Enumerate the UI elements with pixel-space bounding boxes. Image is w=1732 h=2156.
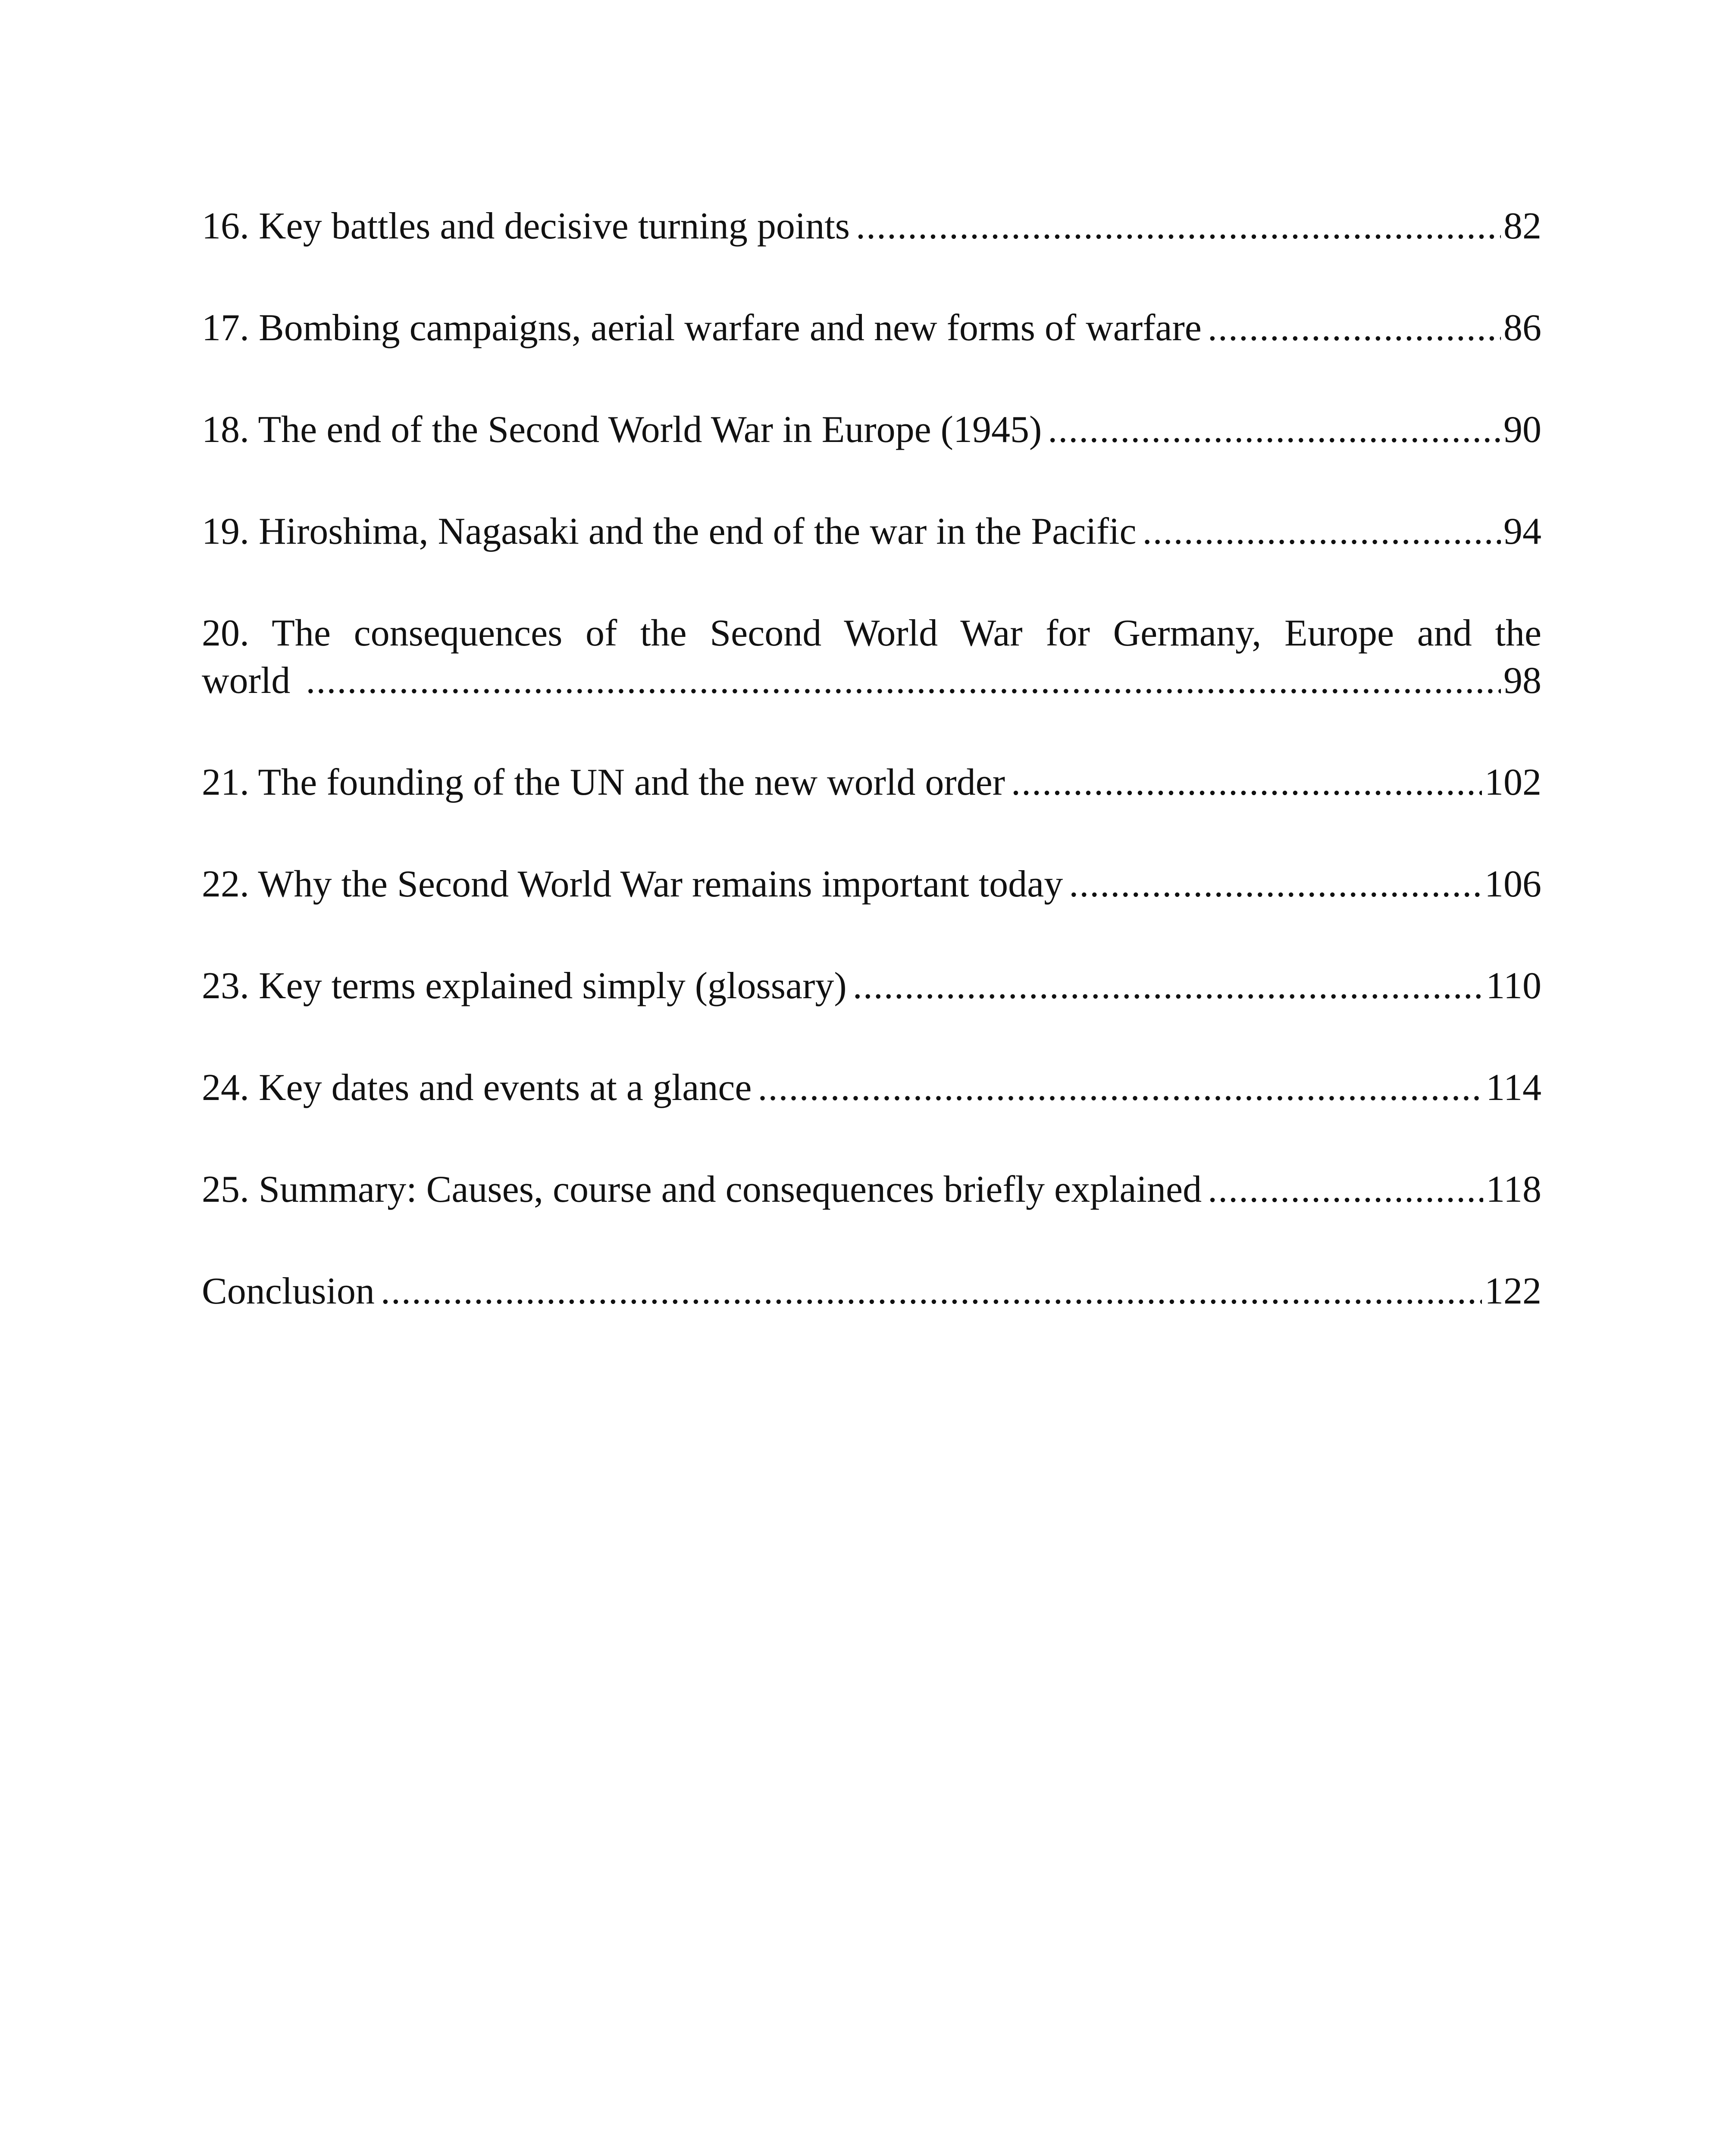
toc-entry-title: 18. The end of the Second World War in Europe (1945) bbox=[202, 409, 1042, 451]
toc-entry-20[interactable] bbox=[202, 610, 1541, 705]
toc-entry-title: 24. Key dates and events at a glance bbox=[202, 1067, 752, 1109]
dot-leader bbox=[856, 203, 1501, 250]
toc-entry-25[interactable] bbox=[202, 1166, 1541, 1213]
toc-entry-21[interactable] bbox=[202, 759, 1541, 806]
toc-entry-page: 114 bbox=[1486, 1067, 1541, 1109]
toc-entry-22[interactable] bbox=[202, 861, 1541, 908]
dot-leader bbox=[1048, 406, 1501, 454]
toc-entry-16[interactable] bbox=[202, 203, 1541, 250]
table-of-contents bbox=[202, 203, 1541, 1369]
toc-entry-page: 82 bbox=[1503, 205, 1541, 247]
toc-entry-page: 122 bbox=[1485, 1270, 1541, 1312]
dot-leader bbox=[1208, 1166, 1483, 1213]
dot-leader bbox=[1069, 861, 1482, 908]
toc-entry-title: 25. Summary: Causes, course and consequences briefly explained bbox=[202, 1169, 1202, 1210]
dot-leader bbox=[381, 1268, 1482, 1315]
toc-entry-18[interactable] bbox=[202, 406, 1541, 454]
toc-entry-title: 16. Key battles and decisive turning points bbox=[202, 205, 850, 247]
toc-entry-title: 22. Why the Second World War remains important today bbox=[202, 863, 1063, 905]
toc-entry-title-line2: world bbox=[202, 660, 291, 702]
dot-leader bbox=[306, 657, 1501, 705]
toc-entry-title: Conclusion bbox=[202, 1270, 375, 1312]
toc-entry-24[interactable] bbox=[202, 1064, 1541, 1112]
toc-entry-title: 21. The founding of the UN and the new world order bbox=[202, 761, 1005, 803]
toc-entry-title: 19. Hiroshima, Nagasaki and the end of the war in the Pacific bbox=[202, 511, 1137, 552]
toc-entry-title-line1: 20. The consequences of the Second World War for Germany, Europe and the bbox=[202, 612, 1541, 654]
toc-entry-line2 bbox=[202, 657, 1541, 705]
toc-entry-conclusion[interactable] bbox=[202, 1268, 1541, 1315]
dot-leader bbox=[1143, 508, 1501, 555]
dot-leader bbox=[1011, 759, 1482, 806]
toc-entry-page: 86 bbox=[1503, 307, 1541, 349]
toc-entry-page: 98 bbox=[1503, 660, 1541, 702]
toc-entry-title: 17. Bombing campaigns, aerial warfare and new forms of warfare bbox=[202, 307, 1202, 349]
toc-entry-19[interactable] bbox=[202, 508, 1541, 555]
toc-entry-title: 23. Key terms explained simply (glossary) bbox=[202, 965, 847, 1007]
toc-entry-page: 118 bbox=[1486, 1169, 1541, 1210]
toc-entry-page: 94 bbox=[1503, 511, 1541, 552]
toc-entry-page: 110 bbox=[1486, 965, 1541, 1007]
toc-entry-page: 102 bbox=[1485, 761, 1541, 803]
toc-entry-23[interactable] bbox=[202, 962, 1541, 1010]
dot-leader bbox=[758, 1064, 1483, 1112]
dot-leader bbox=[1208, 304, 1501, 352]
toc-entry-page: 106 bbox=[1485, 863, 1541, 905]
toc-entry-17[interactable] bbox=[202, 304, 1541, 352]
dot-leader bbox=[853, 962, 1484, 1010]
toc-entry-page: 90 bbox=[1503, 409, 1541, 451]
